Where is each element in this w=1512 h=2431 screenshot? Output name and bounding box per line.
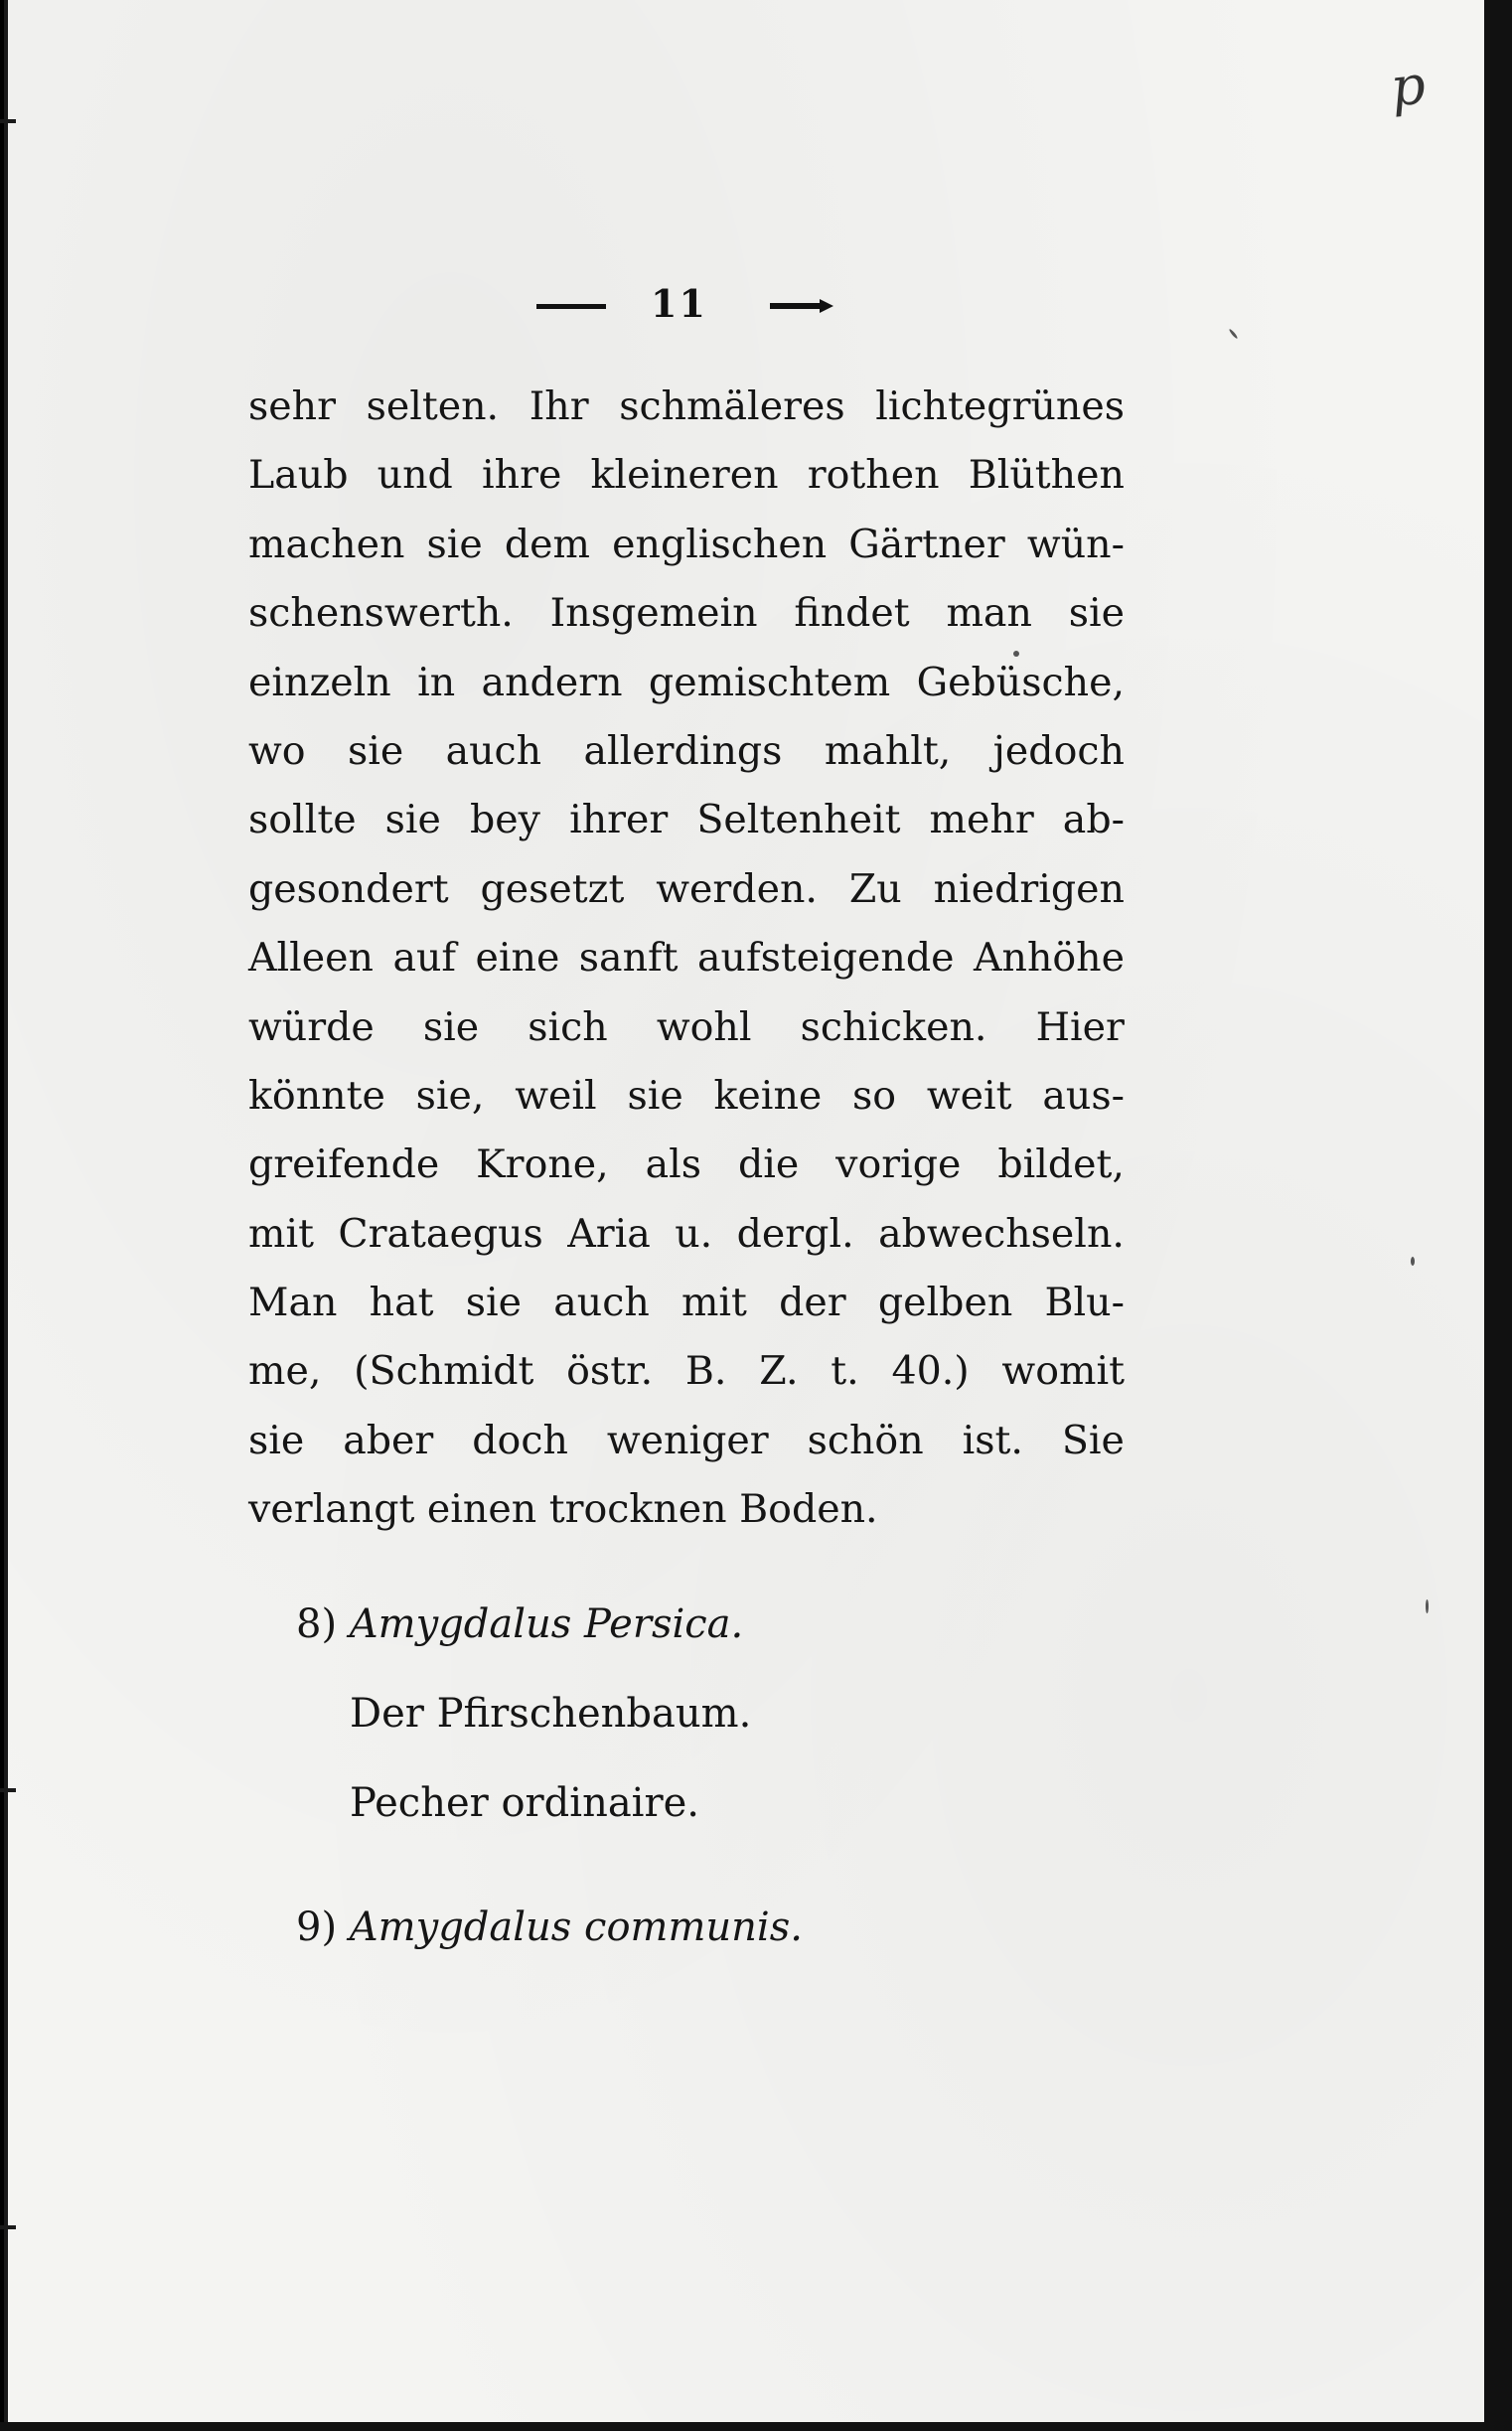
word: ab-: [1062, 797, 1125, 843]
paper-speck: [1411, 1257, 1415, 1266]
word: aus-: [1042, 1072, 1125, 1119]
word: hat: [369, 1280, 434, 1326]
entry-9-heading: [296, 1904, 803, 1950]
text-line: [248, 1337, 1125, 1406]
word: schenswerth.: [248, 590, 514, 637]
word: wo: [248, 727, 306, 774]
text-line: [248, 441, 1125, 510]
word: wohl: [656, 1003, 752, 1050]
word: B.: [684, 1348, 727, 1395]
word: vorige: [835, 1141, 962, 1188]
text-line: [248, 1407, 1125, 1475]
word: t.: [831, 1348, 859, 1395]
text-line: [248, 717, 1125, 786]
word: bildet,: [997, 1141, 1125, 1188]
word: ist.: [962, 1417, 1023, 1463]
word: sehr: [248, 383, 336, 429]
word: sie: [422, 1003, 480, 1050]
word: mit: [680, 1280, 747, 1326]
word: englischen: [612, 521, 828, 567]
entry-8-french-name: Pecher ordinaire.: [350, 1780, 699, 1826]
handwritten-mark: p: [1387, 53, 1429, 119]
word: aber: [343, 1417, 434, 1463]
word: Krone,: [476, 1141, 609, 1188]
word: findet: [794, 590, 910, 637]
word: Alleen: [248, 935, 374, 982]
word: sanft: [578, 935, 679, 982]
text-line: [248, 924, 1125, 992]
word: rothen: [807, 452, 940, 499]
binding-tick: [0, 119, 16, 123]
word: Crataegus: [338, 1210, 543, 1257]
word: selten.: [366, 383, 500, 429]
text-line: [248, 649, 1125, 717]
entry-latin-name: Amygdalus Persica.: [349, 1601, 744, 1647]
word: gemischtem: [648, 659, 891, 705]
word: eine: [475, 935, 560, 982]
word: lichtegrünes: [875, 383, 1125, 429]
word: Insgemein: [549, 590, 758, 637]
page-header: [536, 281, 834, 331]
word: und: [377, 452, 453, 499]
text-line: [248, 1131, 1125, 1199]
word: u.: [675, 1210, 713, 1257]
body-paragraph: [248, 373, 1125, 1545]
binding-tick: [0, 1788, 16, 1792]
scan-right-border: [1484, 0, 1512, 2431]
word: Laub: [248, 452, 349, 499]
word: abwechseln.: [878, 1210, 1125, 1257]
word: wün-: [1026, 521, 1125, 567]
word: Gebüsche,: [916, 659, 1125, 705]
word: greifende: [248, 1141, 440, 1188]
scan-bottom-border: [0, 2422, 1512, 2431]
word: östr.: [566, 1348, 654, 1395]
header-dash-right: [770, 303, 822, 309]
word: auch: [553, 1280, 650, 1326]
page-binding-edge: [4, 0, 8, 2431]
word: Zu: [848, 865, 902, 912]
word: 40.): [891, 1348, 970, 1395]
text-line: [248, 993, 1125, 1062]
word: sollte: [248, 797, 357, 843]
word: so: [852, 1072, 897, 1119]
word: ihre: [482, 452, 562, 499]
word: (Schmidt: [354, 1348, 534, 1395]
word: sie: [347, 727, 404, 774]
word: niedrigen: [933, 865, 1125, 912]
text-line: [248, 1200, 1125, 1269]
word: sie: [426, 521, 483, 567]
word: weniger: [606, 1417, 769, 1463]
text-line: [248, 786, 1125, 854]
word: auf: [392, 935, 457, 982]
word: mahlt,: [824, 727, 952, 774]
word: Anhöhe: [973, 935, 1125, 982]
word: gelben: [877, 1280, 1013, 1326]
word: aufsteigende: [697, 935, 955, 982]
text-line: [248, 855, 1125, 924]
word: dergl.: [736, 1210, 854, 1257]
page-number: 11: [651, 281, 707, 326]
word: sie: [384, 797, 441, 843]
word: der: [779, 1280, 846, 1326]
word: könnte: [248, 1072, 385, 1119]
word: Hier: [1035, 1003, 1125, 1050]
word: doch: [472, 1417, 568, 1463]
word: verlangt einen trocknen Boden.: [248, 1486, 878, 1533]
word: einzeln: [248, 659, 391, 705]
entry-number: 9): [296, 1904, 338, 1950]
word: andern: [481, 659, 623, 705]
entry-latin-name: Amygdalus communis.: [349, 1904, 803, 1950]
text-line: [248, 1269, 1125, 1337]
word: Blu-: [1044, 1280, 1125, 1326]
word: Man: [248, 1280, 338, 1326]
word: sie: [627, 1072, 683, 1119]
word: würde: [248, 1003, 375, 1050]
word: schön: [807, 1417, 924, 1463]
word: weil: [515, 1072, 597, 1119]
word: jedoch: [992, 727, 1125, 774]
word: weit: [926, 1072, 1012, 1119]
header-dash-left: [536, 304, 606, 309]
word: allerdings: [583, 727, 783, 774]
word: werden.: [656, 865, 818, 912]
text-line: [248, 579, 1125, 648]
paper-speck: [1426, 1599, 1429, 1613]
word: Aria: [567, 1210, 651, 1257]
word: schmäleres: [619, 383, 845, 429]
word: sie,: [415, 1072, 485, 1119]
word: sie: [1068, 590, 1125, 637]
word: mit: [248, 1210, 314, 1257]
word: sie: [465, 1280, 522, 1326]
text-line: [248, 511, 1125, 579]
word: Z.: [759, 1348, 799, 1395]
word: Seltenheit: [696, 797, 901, 843]
word: Ihr: [529, 383, 589, 429]
word: gesetzt: [480, 865, 625, 912]
word: mehr: [929, 797, 1034, 843]
word: auch: [445, 727, 542, 774]
word: schicken.: [800, 1003, 987, 1050]
word: die: [737, 1141, 800, 1188]
entry-8-common-name: Der Pfirschenbaum.: [350, 1691, 752, 1737]
word: gesondert: [248, 865, 449, 912]
word: als: [645, 1141, 702, 1188]
word: dem: [504, 521, 591, 567]
text-line: [248, 373, 1125, 441]
word: kleineren: [590, 452, 779, 499]
word: ihrer: [569, 797, 669, 843]
binding-tick: [0, 2225, 16, 2229]
text-line: [248, 1062, 1125, 1131]
text-line: [248, 1475, 1125, 1544]
word: machen: [248, 521, 405, 567]
word: womit: [1001, 1348, 1125, 1395]
entry-number: 8): [296, 1601, 338, 1647]
word: sie: [248, 1417, 305, 1463]
word: keine: [713, 1072, 823, 1119]
word: Sie: [1061, 1417, 1125, 1463]
word: in: [417, 659, 456, 705]
word: Gärtner: [848, 521, 1005, 567]
word: sich: [528, 1003, 608, 1050]
word: Blüthen: [968, 452, 1125, 499]
word: man: [946, 590, 1032, 637]
word: bey: [470, 797, 540, 843]
word: me,: [248, 1348, 322, 1395]
entry-8-heading: [296, 1601, 743, 1647]
